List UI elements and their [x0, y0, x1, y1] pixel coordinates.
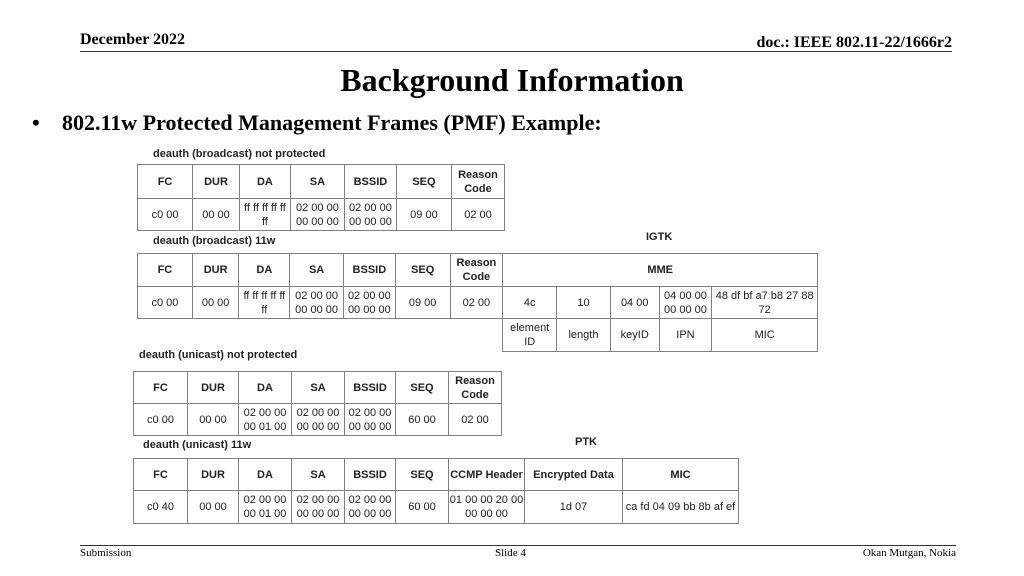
value-cell: 02 00 00 00 00 00: [345, 491, 396, 524]
header-cell: SA: [292, 459, 345, 491]
header-cell: Encrypted Data: [525, 459, 623, 491]
value-cell: c0 00: [138, 287, 193, 319]
header-cell: DA: [239, 254, 290, 287]
value-cell: 02 00 00 00 00 00: [344, 199, 396, 231]
frame-table-broadcast-unprotected: [137, 164, 505, 231]
header-cell: SA: [290, 254, 344, 287]
value-cell: 1d 07: [525, 491, 623, 524]
header-doc-id: doc.: IEEE 802.11-22/1666r2: [756, 34, 952, 51]
value-cell: 02 00: [450, 287, 503, 319]
footer-slide-number: Slide 4: [495, 547, 526, 559]
mme-field-cell: element ID: [503, 319, 557, 352]
table4-caption: deauth (unicast) 11w: [143, 439, 252, 451]
header-cell: FC: [134, 372, 188, 404]
mme-field-cell: length: [557, 319, 611, 352]
table3-caption: deauth (unicast) not protected: [139, 349, 298, 361]
header-cell: DA: [239, 372, 292, 404]
value-cell: 04 00 00 00 00 00: [659, 287, 712, 319]
bullet-text: 802.11w Protected Management Frames (PMF) Example:: [62, 110, 602, 135]
value-cell: 00 00: [193, 199, 240, 231]
igtk-label: IGTK: [646, 231, 673, 243]
footer-submission: Submission: [80, 547, 132, 559]
header-cell: SA: [290, 165, 344, 199]
value-cell: 4c: [503, 287, 557, 319]
mme-field-cell: keyID: [610, 319, 659, 352]
value-cell: c0 00: [138, 199, 193, 231]
header-cell: SEQ: [395, 254, 450, 287]
header-cell: DUR: [193, 165, 240, 199]
header-cell: FC: [138, 165, 193, 199]
value-cell: 09 00: [395, 287, 450, 319]
header-cell: Reason Code: [450, 254, 503, 287]
header-cell: FC: [138, 254, 193, 287]
header-cell: DA: [239, 459, 292, 491]
value-cell: c0 00: [134, 404, 188, 436]
ptk-label: PTK: [575, 436, 597, 448]
value-cell: 48 df bf a7 b8 27 88 72: [712, 287, 818, 319]
value-cell: 60 00: [396, 491, 449, 524]
value-cell: 02 00 00 00 00 00: [345, 404, 396, 436]
header-cell: SA: [292, 372, 345, 404]
header-cell: SEQ: [396, 165, 451, 199]
header-cell: BSSID: [345, 372, 396, 404]
header-cell: MIC: [623, 459, 739, 491]
value-cell: 00 00: [188, 404, 239, 436]
value-cell: 02 00 00 00 00 00: [290, 199, 344, 231]
header-cell: BSSID: [345, 459, 396, 491]
header-cell: DUR: [192, 254, 239, 287]
value-cell: 60 00: [396, 404, 449, 436]
value-cell: 02 00 00 00 01 00: [239, 404, 292, 436]
value-cell: ff ff ff ff ff ff: [239, 287, 290, 319]
value-cell: 02 00 00 00 00 00: [290, 287, 344, 319]
value-cell: c0 40: [134, 491, 188, 524]
header-cell: DUR: [188, 459, 239, 491]
value-cell: 02 00 00 00 00 00: [343, 287, 395, 319]
value-cell: 02 00 00 00 01 00: [239, 491, 292, 524]
footer-divider: [80, 545, 956, 546]
frame-table-unicast-11w: [133, 458, 739, 524]
value-cell: 02 00 00 00 00 00: [292, 491, 345, 524]
header-cell: Reason Code: [449, 372, 502, 404]
value-cell: ff ff ff ff ff ff: [239, 199, 290, 231]
value-cell: 04 00: [610, 287, 659, 319]
value-cell: 10: [557, 287, 611, 319]
header-cell: SEQ: [396, 459, 449, 491]
mme-header-cell: MME: [503, 254, 818, 287]
value-cell: 02 00: [449, 404, 502, 436]
header-cell: SEQ: [396, 372, 449, 404]
header-cell: BSSID: [344, 165, 396, 199]
mme-field-cell: MIC: [712, 319, 818, 352]
header-cell: FC: [134, 459, 188, 491]
header-divider: [80, 51, 952, 52]
value-cell: 09 00: [396, 199, 451, 231]
table1-caption: deauth (broadcast) not protected: [153, 148, 326, 160]
bullet-marker: •: [32, 110, 40, 135]
slide-title: Background Information: [340, 62, 684, 98]
header-cell: DA: [239, 165, 290, 199]
frame-table-broadcast-11w: [137, 253, 818, 352]
header-cell: DUR: [188, 372, 239, 404]
spacer-cell: [138, 319, 503, 352]
header-date: December 2022: [80, 31, 185, 48]
value-cell: 02 00 00 00 00 00: [292, 404, 345, 436]
header-cell: BSSID: [343, 254, 395, 287]
table2-caption: deauth (broadcast) 11w: [153, 235, 276, 247]
mme-field-cell: IPN: [659, 319, 712, 352]
value-cell: 00 00: [192, 287, 239, 319]
value-cell: 00 00: [188, 491, 239, 524]
header-cell: CCMP Header: [449, 459, 525, 491]
frame-table-unicast-unprotected: [133, 371, 502, 436]
value-cell: 01 00 00 20 00 00 00 00: [449, 491, 525, 524]
header-cell: Reason Code: [451, 165, 504, 199]
value-cell: 02 00: [451, 199, 504, 231]
footer-author: Okan Mutgan, Nokia: [862, 547, 956, 559]
value-cell: ca fd 04 09 bb 8b af ef: [623, 491, 739, 524]
